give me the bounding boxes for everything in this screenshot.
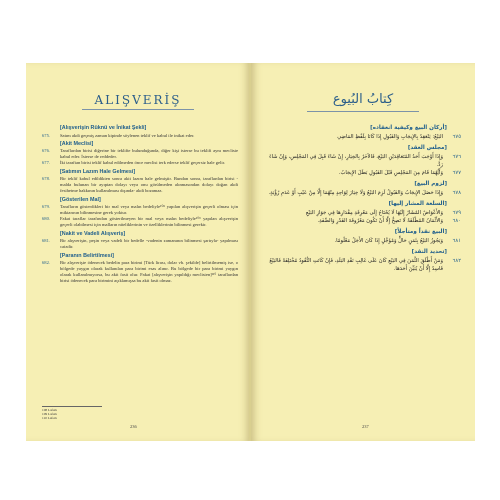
- footnotes: [42, 406, 102, 421]
- section-heading: [Paranın Belirtilmesi]: [60, 252, 114, 259]
- section-heading: [Akit Meclisi]: [60, 141, 94, 148]
- section-heading: [أركان البيع وكيفية انعقاده]: [370, 125, 447, 131]
- paragraph-number: ٦٨٢: [452, 258, 461, 264]
- footnote: 109 Lafızlı: [42, 412, 57, 417]
- paragraph: [263, 257, 461, 273]
- paragraph-number: 675.: [42, 132, 51, 138]
- paragraph: [42, 238, 238, 250]
- paragraph-number: ٦٧٧: [452, 170, 461, 176]
- section-heading: [Alışverişin Rüknü ve İnikat Şekli]: [60, 125, 147, 132]
- section-heading: [لزوم البيع]: [414, 181, 447, 187]
- paragraph: [42, 133, 238, 139]
- paragraph-number: ٦٧٩: [452, 210, 461, 216]
- paragraph-number: 680.: [42, 216, 51, 222]
- paragraph-number: ٦٨٠: [452, 218, 461, 224]
- paragraph: [263, 133, 461, 141]
- paragraph-number: 678.: [42, 176, 51, 182]
- footnote: 108 Lafızlı: [42, 408, 57, 412]
- paragraph: [42, 160, 238, 166]
- paragraph-text: Taraflardan birisi diğerine bir teklifte bulunduğunda, diğer kişi isterse bu teklifi aynı mecliste kabul eder. İsterse de reddeder.: [60, 148, 238, 160]
- paragraph: [263, 237, 461, 245]
- paragraph-text: İki taraftan birisi teklif kabul edilmeden önce meclisi terk ederse teklif geçersiz hale gelir.: [60, 160, 226, 166]
- paragraph: [263, 169, 461, 177]
- title-rule: [307, 111, 419, 112]
- paragraph-number: 677.: [42, 160, 51, 166]
- paragraph: [263, 189, 461, 197]
- paragraph-text: وَإِذَا حَصَلَ الإِيجَابُ وَالقَبُولُ لَزِمَ البَيْعُ وَلَا خِيَارَ لِوَاحِدٍ مِنْهُمَا إِلَّا مِنْ عَيْبٍ أَوْ عَدَمِ رُؤْيَةٍ.: [268, 190, 443, 196]
- paragraph: [42, 260, 238, 284]
- right-page: [251, 63, 475, 441]
- paragraph-number: ٦٧٦: [452, 154, 461, 160]
- paragraph-text: Bir teklif kabul edildikten sonra akit lazım hale gelmiştir. Bundan sonra, taraflardan birisi -malda bulunan bir ayıptan dolayı veya onu görülmeden alınmasından dolayı doğan akdi fesihetme hakkının kullanılması dışında- akdi bozamaz.: [60, 176, 238, 194]
- section-heading: [البيع نقداً ومتأجلاً]: [394, 229, 447, 235]
- paragraph: [263, 209, 461, 217]
- paragraph-number: 679.: [42, 203, 51, 209]
- paragraph-text: Fakat taraflar tarafından gösterilmeyen bir mal veya malın bedeliyle¹⁰⁹ yapılan alışverişin geçerli olabilmesi için malların niteliklerinin ve özelliklerinin bilinmesi gerekir.: [60, 216, 238, 228]
- left-page: [26, 63, 250, 441]
- paragraph-number: ٦٨١: [452, 238, 461, 244]
- right-text-column: [263, 121, 461, 273]
- section-heading: [Gösterilen Mal]: [60, 196, 101, 203]
- paragraph-number: 676.: [42, 148, 51, 154]
- left-text-column: [42, 123, 238, 284]
- paragraph-text: Tarafların gösterdikleri bir mal veya malın bedeliyle¹⁰⁸ yapılan alışverişin geçerli olması için miktarının bilinmesine gerek yoktur.: [60, 203, 238, 216]
- open-book: [26, 63, 475, 441]
- paragraph-text: وَمَنْ أَطْلَقَ الثَّمَنَ فِي البَيْعِ كَانَ عَلَى غَالِبِ نَقْدِ البَلَدِ، فَإِنْ كَانَتِ النُّقُودُ مُخْتَلِفَةً فَالبَيْعُ فَاسِدٌ إِلَّا أَنْ يُبَيِّنَ أَحَدَهَا.: [269, 258, 443, 272]
- paragraph-text: Bir alışverişte ödenecek bedelin para birimi [Türk lirası, dolar vb. şekilde] belirtilmemiş ise, o bölgede yaygın olarak kullanılan para birimi esas alınır. Bu bölgede bir para birimi yaygın olarak kullanılmıyorsa, bu akit fasit olur. Fakat [alışverişin yapıldığı meclisten]¹¹⁰ taraflardan birisi ödenecek para birimini açıklamışsa bu akit fasit olmaz.: [60, 259, 238, 283]
- paragraph-number: ٦٧٥: [452, 134, 461, 140]
- paragraph: [42, 204, 238, 216]
- paragraph-text: وَأَيُّهُمَا قَامَ مِنَ المَجْلِسِ قَبْلَ القَبُولِ بَطَلَ الإِيجَابُ.: [338, 170, 443, 176]
- paragraph-text: Satım akdi geçmiş zaman kipinde söylenen teklif ve kabul ile inikat eder.: [60, 132, 195, 138]
- page-title-arabic: كِتابُ البُيوع: [332, 92, 394, 107]
- paragraph-number: 682.: [42, 259, 51, 265]
- paragraph-text: وَإِذَا أَوْجَبَ أَحَدُ المُتَعَاقِدَيْنِ البَيْعَ، فَالآخَرُ بِالخِيَارِ، إِنْ شَاءَ قَبِلَ فِي المَجْلِسِ، وَإِنْ شَاءَ رَدَّ.: [269, 154, 443, 168]
- page-title-turkish: ALIŞVERİŞ: [94, 93, 182, 107]
- section-heading: [السلعة المشار إليها]: [388, 201, 447, 207]
- paragraph-number: 681.: [42, 237, 51, 243]
- paragraph-text: وَيَجُوزُ البَيْعُ بِثَمَنٍ حَالٍّ وَمُؤَجَّلٍ إِذَا كَانَ الأَجَلُ مَعْلُومًا.: [334, 238, 443, 244]
- title-rule: [82, 109, 194, 110]
- paragraph-text: البَيْعُ: يَنْعَقِدُ بِالإِيجَابِ وَالقَبُولِ إِذَا كَانَا بِلَفْظِ المَاضِي: [337, 134, 443, 140]
- paragraph-number: ٦٧٨: [452, 190, 461, 196]
- paragraph: [42, 148, 238, 160]
- paragraph-text: وَالأَثْمَانُ المُطْلَقَةُ لَا تَصِحُّ إِلَّا أَنْ تَكُونَ مَعْرُوفَةَ القَدْرِ وَالصِّفَةِ.: [317, 218, 443, 224]
- paragraph: [42, 176, 238, 194]
- section-heading: [Nakit ve Vadeli Alışveriş]: [60, 230, 126, 237]
- section-heading: [تحديد النقد]: [411, 249, 447, 255]
- page-number: 237: [362, 424, 369, 429]
- paragraph-text: Bir alışverişin, peşin veya vadeli bir bedelle -vadenin zamanının bilinmesi şartıyla- yapılması caizdir.: [60, 237, 238, 250]
- footnote: 110 Lafızlı: [42, 416, 57, 421]
- section-heading: [مجلس العقد]: [407, 145, 447, 151]
- paragraph-text: وَالأَعْوَاضُ المُشَارُ إِلَيْهَا لَا يُحْتَاجُ إِلَى مَعْرِفَةِ مِقْدَارِهَا فِي جَوَازِ البَيْعِ: [305, 210, 443, 216]
- paragraph: [263, 153, 461, 169]
- paragraph: [42, 216, 238, 228]
- page-number: 236: [130, 424, 137, 429]
- paragraph: [263, 217, 461, 225]
- section-heading: [Satımın Lazım Hale Gelmesi]: [60, 168, 136, 175]
